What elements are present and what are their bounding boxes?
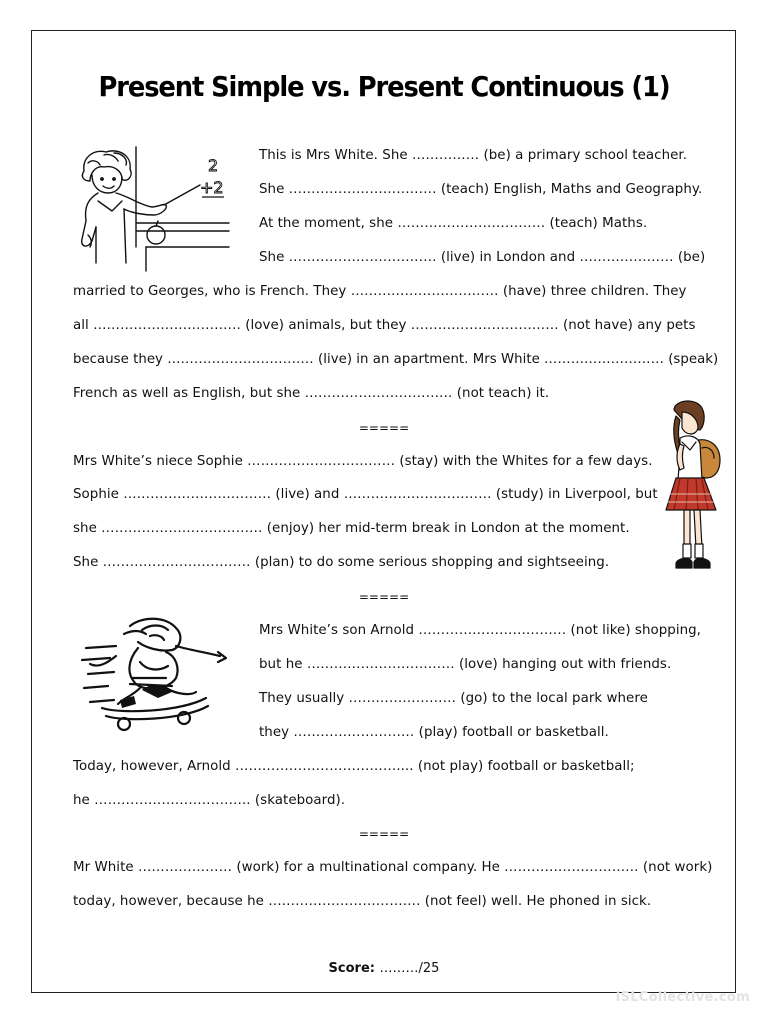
section-separator: ===== — [358, 590, 410, 604]
text-line: all …………………………… (love) animals, but they …………………………… (not have) any pets — [73, 318, 696, 333]
text-line: Today, however, Arnold ……………………………….... (not play) football or basketball; — [73, 759, 635, 774]
text-line: She …………………………… (teach) English, Maths and Geography. — [259, 182, 703, 197]
text-line: Mrs White’s niece Sophie …………………………… (stay) with the Whites for a few days. — [73, 454, 653, 469]
text-line: he …………………………….. (skateboard). — [73, 793, 346, 808]
worksheet-title: Present Simple vs. Present Continuous (1) — [98, 70, 670, 103]
score-label: Score: — [328, 961, 375, 976]
text-line: but he …………………………… (love) hanging out with friends. — [259, 657, 672, 672]
text-line: today, however, because he ……………………………. (not feel) well. He phoned in sick. — [73, 894, 652, 909]
score-value: ………/25 — [379, 961, 440, 976]
section-separator: ===== — [358, 827, 410, 841]
section-separator: ===== — [358, 421, 410, 435]
text-line: married to Georges, who is French. They …………………………… (have) three children. They — [73, 284, 687, 299]
board-digit-top: 2 — [208, 156, 219, 175]
board-digit-bottom: +2 — [200, 178, 224, 197]
text-line: she ……………………………… (enjoy) her mid-term break in London at the moment. — [73, 521, 630, 536]
text-line: Mrs White’s son Arnold …………………………… (not like) shopping, — [259, 623, 701, 638]
text-line: they ……………………… (play) football or basketball. — [259, 725, 609, 740]
text-line: French as well as English, but she …………………………… (not teach) it. — [73, 386, 550, 401]
text-line: They usually …………………… (go) to the local park where — [259, 691, 648, 706]
score-line — [0, 961, 768, 976]
text-line: Sophie …………………………… (live) and …………………………… (study) in Liverpool, but — [73, 487, 658, 502]
text-line: She …………………………… (plan) to do some serious shopping and sightseeing. — [73, 555, 610, 570]
text-line: At the moment, she …………………………… (teach) Maths. — [259, 216, 648, 231]
text-line: because they …………………………… (live) in an apartment. Mrs White ……………………… (speak) — [73, 352, 719, 367]
text-line: She …………………………… (live) in London and ………………… (be) — [259, 250, 706, 265]
text-line: Mr White ………………… (work) for a multinational company. He ………………………… (not work) — [73, 860, 713, 875]
skateboarder-illustration — [80, 612, 228, 738]
watermark: iSLCollective.com — [615, 990, 750, 1005]
teacher-illustration — [74, 143, 232, 273]
text-line: This is Mrs White. She …………… (be) a primary school teacher. — [259, 148, 688, 163]
